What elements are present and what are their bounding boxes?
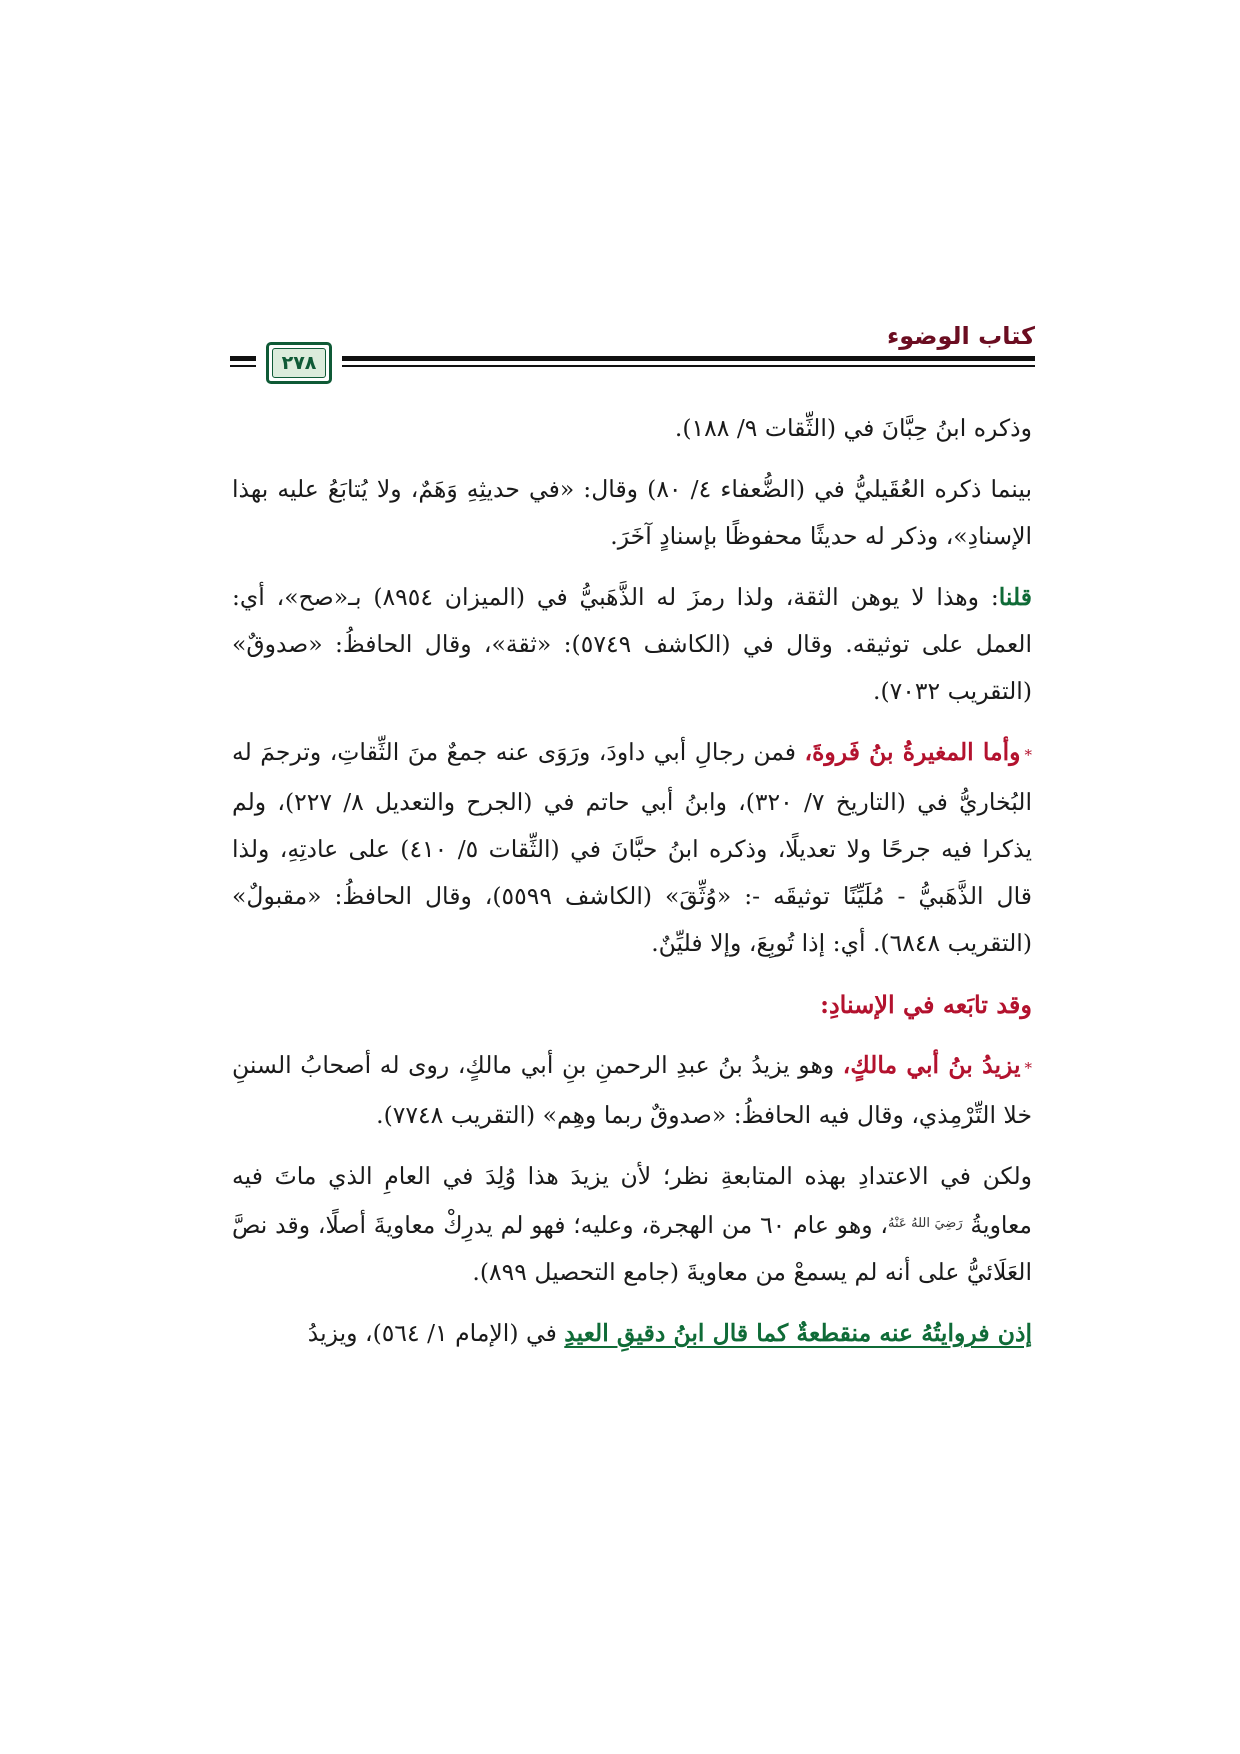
honorific-glyph: رَضِيَ اللهُ عَنْهُ	[887, 1216, 963, 1231]
paragraph-7	[232, 1310, 1032, 1357]
paragraph-4	[232, 729, 1032, 967]
paragraph-1: وذكره ابنُ حِبَّانَ في (الثِّقات ٩/ ١٨٨).	[674, 414, 1032, 442]
qulna-label: قلنا	[998, 583, 1032, 611]
book-title: كتاب الوضوء	[886, 322, 1035, 350]
page-header	[230, 318, 1035, 388]
section-heading: وقد تابَعه في الإسنادِ:	[820, 990, 1032, 1019]
header-rule-thick	[230, 356, 1035, 361]
paragraph-3	[232, 574, 1032, 715]
paragraph-2: بينما ذكره العُقَيليُّ في (الضُّعفاء ٤/ ٨٠) وقال: «في حديثِهِ وَهَمٌ، ولا يُتابَعُ عليه بهذا الإسنادِ»، وذكر له حديثًا محفوظًا بإسنادٍ آخَرَ.	[232, 475, 1032, 550]
paragraph-5	[232, 1042, 1032, 1139]
page-body	[232, 405, 1032, 1371]
page-number-badge	[266, 342, 332, 384]
paragraph-6	[232, 1153, 1032, 1296]
paragraph-5-text: وهو يزيدُ بنُ عبدِ الرحمنِ بنِ أبي مالكٍ، روى له أصحابُ السننِ خلا التِّرْمِذي، وقال فيه الحافظُ: «صدوقٌ ربما وهِم» (التقريب ٧٧٤٨).	[232, 1051, 1032, 1129]
paragraph-3-text: : وهذا لا يوهن الثقة، ولذا رمزَ له الذَّهَبيُّ في (الميزان ٨٩٥٤) بـ«صح»، أي: العمل على توثيقه. وقال في (الكاشف ٥٧٤٩): «ثقة»، وقال الحافظُ: «صدوقٌ» (التقريب ٧٠٣٢).	[232, 583, 1032, 705]
conclusion-bold: إذن فروايتُهُ عنه منقطعةٌ كما قال ابنُ دقيقِ العيدِ	[564, 1319, 1032, 1347]
narrator-name: يزيدُ بنُ أبي مالكٍ،	[842, 1051, 1021, 1079]
paragraph-7-text: في (الإمام ١/ ٥٦٤)، ويزيدُ	[307, 1319, 565, 1347]
header-rule-thin	[230, 365, 1035, 367]
paragraph-6-text-a: ولكن في الاعتدادِ بهذه المتابعةِ نظر؛ لأن يزيدَ هذا وُلِدَ في العامِ الذي ماتَ فيه معاويةُ	[232, 1162, 1033, 1239]
bullet-star-icon: *	[1024, 746, 1032, 764]
bullet-star-icon: *	[1024, 1059, 1032, 1077]
narrator-name: وأما المغيرةُ بنُ فَروةَ،	[804, 738, 1021, 766]
paragraph-4-text: فمن رجالِ أبي داودَ، ورَوَى عنه جمعٌ منَ الثِّقاتِ، وترجمَ له البُخاريُّ في (التاريخ ٧/ ٣٢٠)، وابنُ أبي حاتم في (الجرح والتعديل ٨/ ٢٢٧)، ولم يذكرا فيه جرحًا ولا تعديلًا، وذكره ابنُ حبَّانَ في (الثِّقات ٥/ ٤١٠) على عادتِهِ، ولذا قال الذَّهَبيُّ - مُلَيِّنًا توثيقَه -: «وُثِّقَ» (الكاشف ٥٥٩٩)، وقال الحافظُ: «مقبولٌ» (التقريب ٦٨٤٨). أي: إذا تُوبِعَ، وإلا فليِّنٌ.	[232, 738, 1032, 957]
page-number: ٢٧٨	[272, 348, 326, 378]
paragraph-6-text-b: ، وهو عام ٦٠ من الهجرة، وعليه؛ فهو لم يدرِكْ معاويةَ أصلًا، وقد نصَّ العَلَائيُّ على أنه لم يسمعْ من معاويةَ (جامع التحصيل ٨٩٩).	[232, 1211, 1032, 1286]
